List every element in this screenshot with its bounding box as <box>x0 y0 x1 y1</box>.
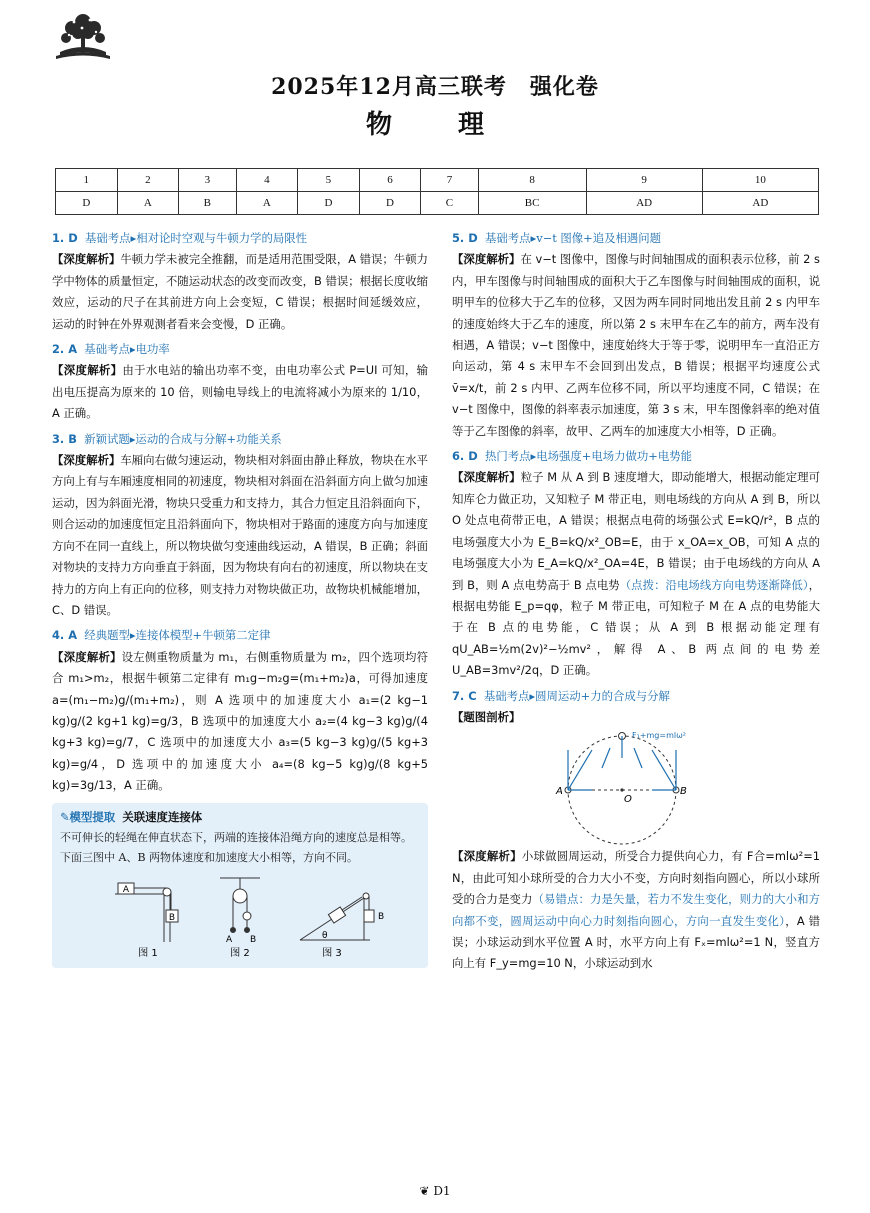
question-number: 7. C <box>452 688 477 703</box>
analysis-text: ，根据电势能 E_p=qφ，粒子 M 带正电，可知粒子 M 在 A 点的电势能大于在 B 点的电势能，C 错误；从 A 到 B 根据动能定理有 qU_AB=½m(2v)²−½mv²，解得 A、B 两点间的电势差 U_AB=3mv²/2q，D 正确。 <box>452 577 820 678</box>
answer-num: 6 <box>359 169 421 192</box>
fig1-caption: 图 1 <box>138 947 158 959</box>
analysis-label: 【深度解析】 <box>52 453 121 468</box>
question-number: 2. A <box>52 342 78 357</box>
analysis-text: 由于水电站的输出功率不变，由电功率公式 P=UI 可知，输出电压提高为原来的 10 倍，则输电导线上的电流将减小为原来的 1/10，A 正确。 <box>52 363 428 421</box>
question-number: 3. B <box>52 431 77 446</box>
question-6 <box>452 446 820 681</box>
analysis-text: g/3，B 选项中的加速度大小 a₂=(4 kg−3 kg)g/(4 kg+3 kg)=g/7，C 选项中的加速度大小 a₃=(5 kg−3 kg)g/(5 kg+3 kg)=g/4，D 选项中的加速度大小 a₄= <box>52 713 428 771</box>
analysis-label: 【深度解析】 <box>52 252 121 267</box>
analysis-text: 车厢向右做匀速运动，物块相对斜面由静止释放，物块在水平方向上有与车厢速度相同的初速度，物块相对斜面在沿斜面方向上做匀加速运动，因为斜面光滑，物块只受重力和支持力，其合力恒定且沿斜面向下，则合运动的加速度恒定且沿斜面向下，物块相对于路面的速度方向与加速度方向不在同一直线上，所以物块做匀变速曲线运动，A 错误，B 正确；斜面对物块的支持力方向垂直于斜面，因为物块有向右的初速度，所以物块在支持力的方向上有正向的位移，则支持力对物块做正功，故物块机械能增加，C、D 错误。 <box>52 453 428 617</box>
analysis-text: 小球做圆周运动，所受合力提供向心力，有 F合=mlω²=1 N，由此可知小球所受的合力大小不变，方向时刻指向圆心，所以小球所受的合力是变力 <box>452 849 820 907</box>
fig2-caption: 图 2 <box>230 947 250 959</box>
circular-motion-figure <box>452 728 820 846</box>
analysis-text: ，A 错误；小球运动到水平位置 A 时，水平方向上有 Fₓ=mlω²=1 N，竖直方向上有 F_y=mg=10 N，小球运动到水 <box>452 913 820 971</box>
answer-num: 10 <box>702 169 818 192</box>
answer-num: 1 <box>56 169 118 192</box>
analysis-label: 【深度解析】 <box>52 649 122 664</box>
answer-num: 7 <box>421 169 478 192</box>
question-tag: 经典题型▸连接体模型+牛顿第二定律 <box>84 628 271 643</box>
question-7 <box>452 686 820 975</box>
model-extract-title: 关联速度连接体 <box>122 809 203 824</box>
center-o-label: O <box>624 794 632 806</box>
fig3-caption: 图 3 <box>322 947 342 959</box>
exam-title: 2025年12月高三联考 强化卷 <box>271 74 599 100</box>
model-extract-label: ✎模型提取 <box>60 809 116 824</box>
circular-motion-diagram <box>452 728 820 846</box>
fig2-label-b: B <box>250 934 257 945</box>
question-number: 1. D <box>52 231 78 245</box>
question-tag: 基础考点▸电功率 <box>84 342 170 357</box>
model-extract-box <box>52 803 428 968</box>
question-3 <box>52 429 428 622</box>
right-column <box>452 228 820 975</box>
analysis-text: 粒子 M 从 A 到 B 速度增大，即动能增大，根据动能定理可知库仑力做正功，又知粒子 M 带正电，则电场线的方向从 A 到 B，所以 O 处点电荷带正电，A 错误；根据点电荷的场强公式 E=kQ/r²，B 点的电场强度大小为 E_B=kQ/x²_OB=E，由于 x_OA=x_OB，可知 A 点的电场强度大小为 E_A=kQ/x²_OA=4E，B 错误；由于电场线的方向从 A 到 B，则 A 点电势高于 B 点电势 <box>452 470 820 592</box>
answer-cell: BC <box>478 192 586 215</box>
answer-cell: AD <box>586 192 702 215</box>
question-5 <box>452 228 820 442</box>
fig3-label-b: B <box>378 911 385 922</box>
answer-cell: C <box>421 192 478 215</box>
footer-logo-icon: ❦ <box>419 1184 430 1198</box>
analysis-label: 【深度解析】 <box>52 363 123 378</box>
analysis-text: 在 v−t 图像中，图像与时间轴围成的面积表示位移，前 2 s 内，甲车图像与时间轴围成的面积大于乙车图像与时间轴围成的面积，说明甲车的位移大于乙车的位移，又因为两车同时同地出发且前 2 s 内甲车的速度始终大于乙车的速度，所以第 2 s 末甲车在乙车的前方，两车没有相遇，A 错误；v−t 图像中，速度始终大于等于零，说明甲车一直沿正方向运动，第 4 s 末甲车不会回到出发点，B 错误；根据平均速度公式 v̄=x/t，前 2 s 内甲、乙两车位移不同，所以平均速度不同，C 错误；在 v−t 图像中，图像的斜率表示加速度，第 3 s 末，甲车图像斜率的绝对值等于乙车图像的斜率，故甲、乙两车的加速度大小相等，D 正确。 <box>452 252 820 438</box>
answer-num: 2 <box>117 169 179 192</box>
subject-title: 物 理 <box>365 110 504 140</box>
question-tag: 基础考点▸v−t 图像+追及相遇问题 <box>484 231 662 245</box>
question-number: 5. D <box>452 231 478 245</box>
page-footer <box>0 1184 870 1198</box>
question-tag: 基础考点▸相对论时空观与牛顿力学的局限性 <box>84 231 308 245</box>
hint-text: （点拨：沿电场线方向电势逐渐降低） <box>619 577 809 592</box>
answer-table-numbers-row <box>56 169 819 192</box>
question-tag: 热门考点▸电场强度+电场力做功+电势能 <box>484 449 692 464</box>
analysis-text: 牛顿力学未被完全推翻，而是适用范围受限，A 错误；牛顿力学中物体的质量恒定，不随运动状态的改变而改变，B 错误；根据长度收缩效应，运动的尺子在其前进方向上会变短，C 错误；根据时间延缓效应，运动的时钟在外界观测者看来会变慢，D 正确。 <box>52 252 428 331</box>
answer-num: 4 <box>236 169 298 192</box>
question-tag: 基础考点▸圆周运动+力的合成与分解 <box>483 688 670 703</box>
question-1 <box>52 228 428 335</box>
answer-cell: A <box>117 192 179 215</box>
answer-cell: A <box>236 192 298 215</box>
publisher-logo <box>52 8 114 64</box>
answer-cell: D <box>56 192 118 215</box>
answer-table <box>55 168 819 215</box>
top-force-label: F₁+mg=mlω² <box>632 731 687 741</box>
answer-num: 3 <box>179 169 236 192</box>
point-b-label: B <box>680 786 687 798</box>
fig1-label-a: A <box>122 884 130 895</box>
answer-cell: D <box>298 192 360 215</box>
answer-cell: AD <box>702 192 818 215</box>
connected-body-figures <box>60 872 420 960</box>
connected-body-diagram <box>60 872 420 960</box>
model-extract-text: 不可伸长的轻绳在伸直状态下，两端的连接体沿绳方向的速度总是相等。下面三图中 A、B 两物体速度和加速度大小相等，方向不同。 <box>60 830 412 864</box>
answer-num: 5 <box>298 169 360 192</box>
analysis-text: 设左侧重物质量为 m₁，右侧重物质量为 m₂，四个选项均符合 m₁>m₂，根据牛顿第二定律有 m₁g−m₂g=(m₁+m₂)a，可得加速度 a=(m₁−m₂)g/(m₁+m₂)，则 A 选项中的加速度大小 a₁=(2 kg−1 kg)g/(2 kg+1 kg)= <box>52 649 428 728</box>
answer-table-answers-row <box>56 192 819 215</box>
question-number: 6. D <box>452 449 478 464</box>
answer-num: 9 <box>586 169 702 192</box>
figure-analysis-label: 【题图剖析】 <box>452 709 521 724</box>
answer-num: 8 <box>478 169 586 192</box>
answer-cell: B <box>179 192 236 215</box>
hint-text: （易错点：力是矢量，若力不发生变化，则力的大小和方向都不变，圆周运动中向心力时刻指向圆心，方向一直发生变化） <box>452 892 820 928</box>
analysis-label: 【深度解析】 <box>452 849 522 864</box>
left-column <box>52 228 428 968</box>
fig2-label-a: A <box>226 934 233 945</box>
analysis-label: 【深度解析】 <box>452 252 521 267</box>
fig3-angle: θ <box>322 930 328 941</box>
question-4 <box>52 625 428 796</box>
page-number: D1 <box>433 1184 451 1198</box>
fig1-label-b: B <box>168 912 176 923</box>
question-tag: 新颖试题▸运动的合成与分解+功能关系 <box>84 431 282 446</box>
analysis-text: (8 kg−5 kg)g/(8 kg+5 kg)=3g/13，A 正确。 <box>52 756 428 793</box>
question-2 <box>52 339 428 425</box>
analysis-label: 【深度解析】 <box>452 470 521 485</box>
point-a-label: A <box>556 786 563 798</box>
answer-cell: D <box>359 192 421 215</box>
question-number: 4. A <box>52 628 78 643</box>
